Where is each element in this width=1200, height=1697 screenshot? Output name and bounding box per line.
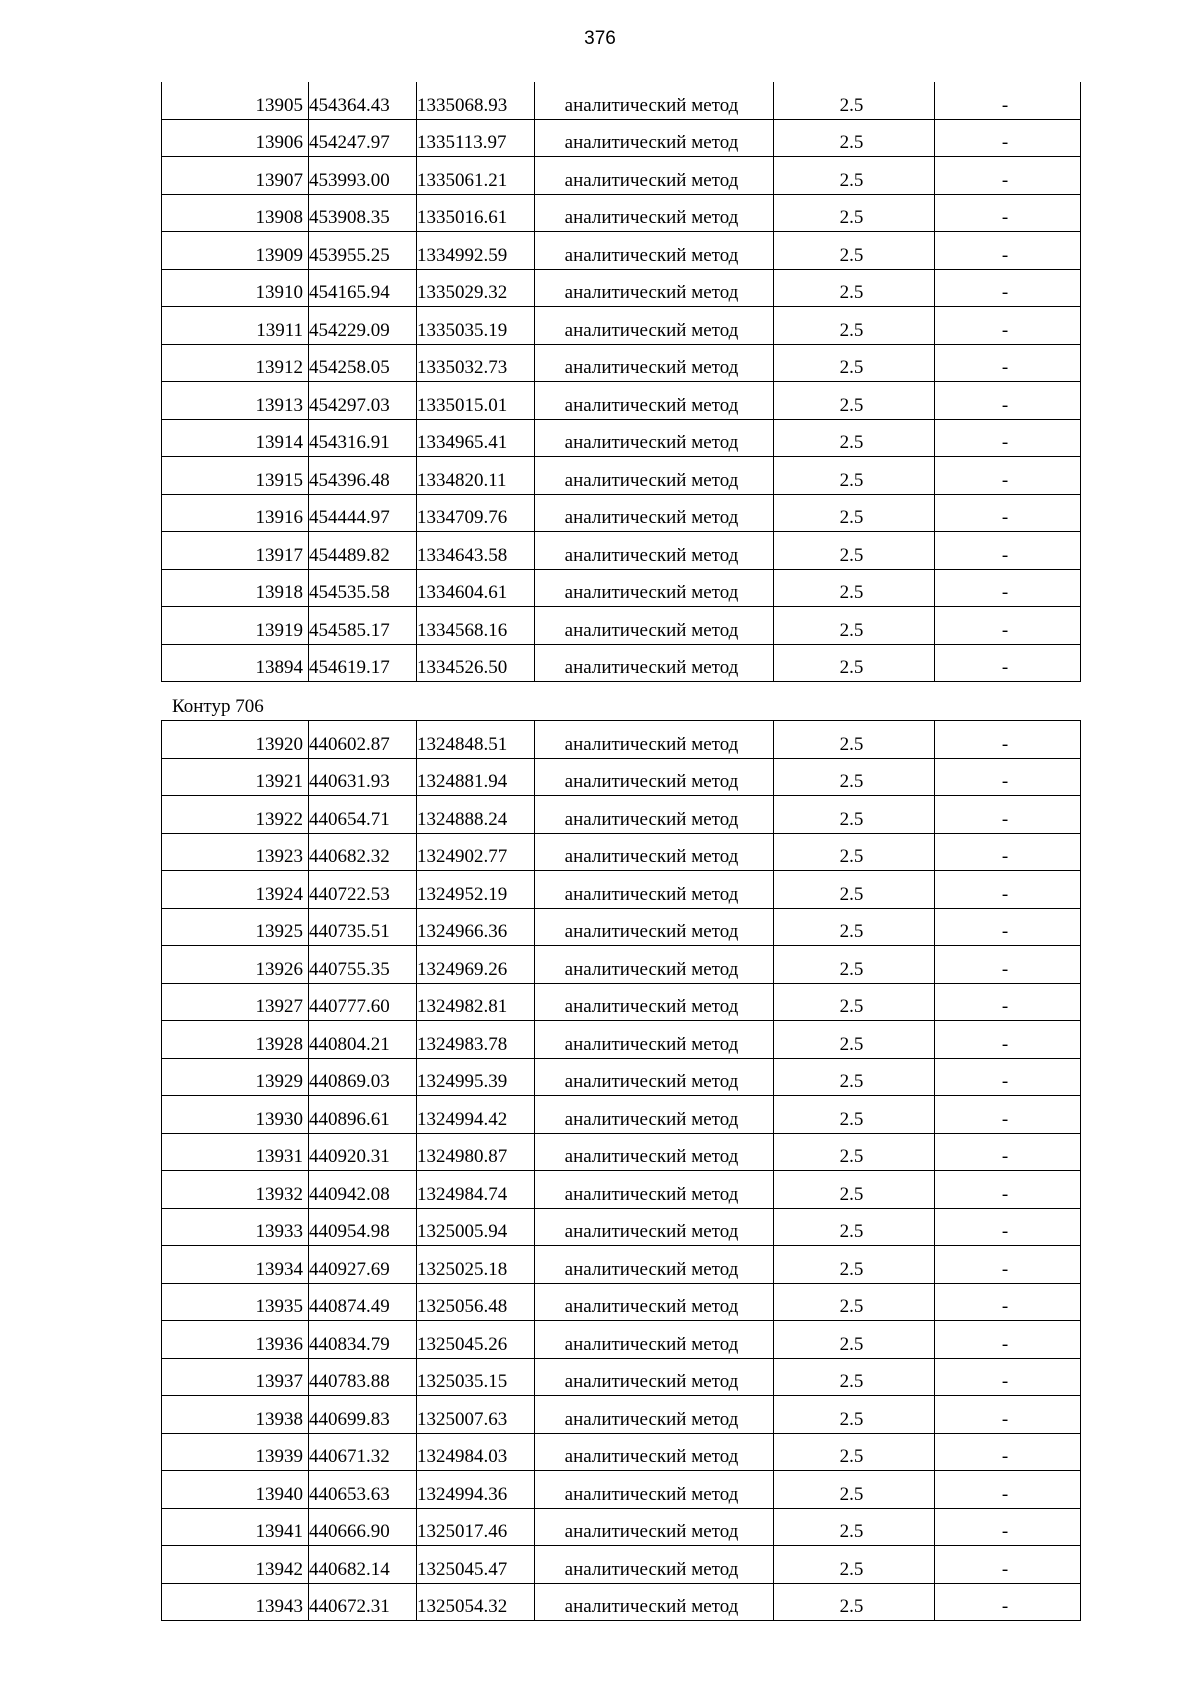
method-cell: аналитический метод [535,1508,774,1546]
point-number-cell: 13894 [162,644,309,682]
accuracy-cell: 2.5 [774,194,935,232]
description-cell: - [935,1583,1081,1621]
x-coordinate-cell: 440927.69 [309,1246,417,1284]
description-cell: - [935,908,1081,946]
point-number-cell: 13942 [162,1546,309,1584]
table-row [162,1358,1081,1396]
y-coordinate-cell: 1334604.61 [417,569,535,607]
method-cell: аналитический метод [535,1321,774,1359]
point-number-cell: 13915 [162,457,309,495]
description-cell: - [935,1246,1081,1284]
method-cell: аналитический метод [535,119,774,157]
method-cell: аналитический метод [535,1358,774,1396]
point-number-cell: 13938 [162,1396,309,1434]
description-cell: - [935,1471,1081,1509]
x-coordinate-cell: 453955.25 [309,232,417,270]
point-number-cell: 13940 [162,1471,309,1509]
accuracy-cell: 2.5 [774,1433,935,1471]
method-cell: аналитический метод [535,833,774,871]
method-cell: аналитический метод [535,721,774,759]
description-cell: - [935,569,1081,607]
table-row [162,344,1081,382]
method-cell: аналитический метод [535,157,774,195]
table-row [162,796,1081,834]
y-coordinate-cell: 1325017.46 [417,1508,535,1546]
accuracy-cell: 2.5 [774,644,935,682]
point-number-cell: 13909 [162,232,309,270]
accuracy-cell: 2.5 [774,908,935,946]
y-coordinate-cell: 1334643.58 [417,532,535,570]
page-number: 376 [584,28,616,49]
point-number-cell: 13922 [162,796,309,834]
point-number-cell: 13939 [162,1433,309,1471]
x-coordinate-cell: 440777.60 [309,983,417,1021]
table-row [162,871,1081,909]
description-cell: - [935,194,1081,232]
x-coordinate-cell: 454258.05 [309,344,417,382]
method-cell: аналитический метод [535,194,774,232]
coordinates-table-1 [161,82,1081,682]
table-row [162,946,1081,984]
accuracy-cell: 2.5 [774,871,935,909]
description-cell: - [935,419,1081,457]
accuracy-cell: 2.5 [774,457,935,495]
y-coordinate-cell: 1324902.77 [417,833,535,871]
point-number-cell: 13918 [162,569,309,607]
accuracy-cell: 2.5 [774,1283,935,1321]
description-cell: - [935,1283,1081,1321]
x-coordinate-cell: 454229.09 [309,307,417,345]
table-row [162,1021,1081,1059]
table-row [162,1246,1081,1284]
table-row [162,1583,1081,1621]
x-coordinate-cell: 454165.94 [309,269,417,307]
method-cell: аналитический метод [535,1546,774,1584]
x-coordinate-cell: 454535.58 [309,569,417,607]
accuracy-cell: 2.5 [774,946,935,984]
y-coordinate-cell: 1335035.19 [417,307,535,345]
contour-label: Контур 706 [172,696,264,717]
x-coordinate-cell: 440755.35 [309,946,417,984]
description-cell: - [935,494,1081,532]
y-coordinate-cell: 1324952.19 [417,871,535,909]
method-cell: аналитический метод [535,82,774,119]
x-coordinate-cell: 454247.97 [309,119,417,157]
method-cell: аналитический метод [535,1058,774,1096]
table-row [162,569,1081,607]
y-coordinate-cell: 1325025.18 [417,1246,535,1284]
table-row [162,1396,1081,1434]
y-coordinate-cell: 1335029.32 [417,269,535,307]
point-number-cell: 13929 [162,1058,309,1096]
x-coordinate-cell: 454364.43 [309,82,417,119]
accuracy-cell: 2.5 [774,119,935,157]
accuracy-cell: 2.5 [774,382,935,420]
y-coordinate-cell: 1325007.63 [417,1396,535,1434]
y-coordinate-cell: 1325045.26 [417,1321,535,1359]
point-number-cell: 13921 [162,758,309,796]
method-cell: аналитический метод [535,1246,774,1284]
method-cell: аналитический метод [535,1283,774,1321]
description-cell: - [935,607,1081,645]
table-row [162,1433,1081,1471]
x-coordinate-cell: 440869.03 [309,1058,417,1096]
point-number-cell: 13928 [162,1021,309,1059]
description-cell: - [935,457,1081,495]
description-cell: - [935,307,1081,345]
y-coordinate-cell: 1325035.15 [417,1358,535,1396]
method-cell: аналитический метод [535,1433,774,1471]
y-coordinate-cell: 1324995.39 [417,1058,535,1096]
accuracy-cell: 2.5 [774,494,935,532]
point-number-cell: 13907 [162,157,309,195]
x-coordinate-cell: 440942.08 [309,1171,417,1209]
accuracy-cell: 2.5 [774,1358,935,1396]
x-coordinate-cell: 440654.71 [309,796,417,834]
y-coordinate-cell: 1324984.74 [417,1171,535,1209]
description-cell: - [935,1433,1081,1471]
point-number-cell: 13931 [162,1133,309,1171]
accuracy-cell: 2.5 [774,833,935,871]
y-coordinate-cell: 1334820.11 [417,457,535,495]
point-number-cell: 13926 [162,946,309,984]
method-cell: аналитический метод [535,1583,774,1621]
table-row [162,269,1081,307]
description-cell: - [935,232,1081,270]
method-cell: аналитический метод [535,946,774,984]
accuracy-cell: 2.5 [774,1133,935,1171]
method-cell: аналитический метод [535,1171,774,1209]
point-number-cell: 13924 [162,871,309,909]
accuracy-cell: 2.5 [774,344,935,382]
y-coordinate-cell: 1335032.73 [417,344,535,382]
x-coordinate-cell: 454316.91 [309,419,417,457]
description-cell: - [935,871,1081,909]
point-number-cell: 13941 [162,1508,309,1546]
description-cell: - [935,1171,1081,1209]
table-row [162,419,1081,457]
description-cell: - [935,1321,1081,1359]
method-cell: аналитический метод [535,644,774,682]
accuracy-cell: 2.5 [774,269,935,307]
point-number-cell: 13933 [162,1208,309,1246]
table-row [162,908,1081,946]
method-cell: аналитический метод [535,269,774,307]
description-cell: - [935,758,1081,796]
description-cell: - [935,82,1081,119]
description-cell: - [935,796,1081,834]
y-coordinate-cell: 1324980.87 [417,1133,535,1171]
y-coordinate-cell: 1324994.36 [417,1471,535,1509]
x-coordinate-cell: 454396.48 [309,457,417,495]
table-row [162,382,1081,420]
x-coordinate-cell: 440783.88 [309,1358,417,1396]
x-coordinate-cell: 440735.51 [309,908,417,946]
accuracy-cell: 2.5 [774,307,935,345]
y-coordinate-cell: 1324982.81 [417,983,535,1021]
y-coordinate-cell: 1325045.47 [417,1546,535,1584]
x-coordinate-cell: 440954.98 [309,1208,417,1246]
point-number-cell: 13927 [162,983,309,1021]
point-number-cell: 13917 [162,532,309,570]
accuracy-cell: 2.5 [774,1546,935,1584]
description-cell: - [935,1508,1081,1546]
table-row [162,1096,1081,1134]
y-coordinate-cell: 1335016.61 [417,194,535,232]
description-cell: - [935,946,1081,984]
accuracy-cell: 2.5 [774,532,935,570]
description-cell: - [935,1096,1081,1134]
table-row [162,157,1081,195]
accuracy-cell: 2.5 [774,721,935,759]
x-coordinate-cell: 454585.17 [309,607,417,645]
accuracy-cell: 2.5 [774,1246,935,1284]
point-number-cell: 13910 [162,269,309,307]
table-row [162,1471,1081,1509]
method-cell: аналитический метод [535,1021,774,1059]
point-number-cell: 13943 [162,1583,309,1621]
x-coordinate-cell: 454619.17 [309,644,417,682]
description-cell: - [935,1058,1081,1096]
point-number-cell: 13911 [162,307,309,345]
accuracy-cell: 2.5 [774,1471,935,1509]
y-coordinate-cell: 1325005.94 [417,1208,535,1246]
y-coordinate-cell: 1324984.03 [417,1433,535,1471]
accuracy-cell: 2.5 [774,232,935,270]
y-coordinate-cell: 1334965.41 [417,419,535,457]
method-cell: аналитический метод [535,796,774,834]
table-row [162,1208,1081,1246]
table-row [162,758,1081,796]
method-cell: аналитический метод [535,307,774,345]
table-row [162,833,1081,871]
point-number-cell: 13914 [162,419,309,457]
method-cell: аналитический метод [535,419,774,457]
y-coordinate-cell: 1324983.78 [417,1021,535,1059]
method-cell: аналитический метод [535,1208,774,1246]
description-cell: - [935,1358,1081,1396]
point-number-cell: 13925 [162,908,309,946]
y-coordinate-cell: 1325054.32 [417,1583,535,1621]
x-coordinate-cell: 440682.32 [309,833,417,871]
method-cell: аналитический метод [535,532,774,570]
x-coordinate-cell: 454297.03 [309,382,417,420]
point-number-cell: 13937 [162,1358,309,1396]
description-cell: - [935,644,1081,682]
method-cell: аналитический метод [535,1096,774,1134]
y-coordinate-cell: 1335015.01 [417,382,535,420]
y-coordinate-cell: 1324994.42 [417,1096,535,1134]
method-cell: аналитический метод [535,344,774,382]
accuracy-cell: 2.5 [774,607,935,645]
table-row [162,532,1081,570]
point-number-cell: 13920 [162,721,309,759]
accuracy-cell: 2.5 [774,758,935,796]
method-cell: аналитический метод [535,232,774,270]
point-number-cell: 13905 [162,82,309,119]
accuracy-cell: 2.5 [774,1396,935,1434]
point-number-cell: 13934 [162,1246,309,1284]
x-coordinate-cell: 440682.14 [309,1546,417,1584]
point-number-cell: 13923 [162,833,309,871]
y-coordinate-cell: 1335068.93 [417,82,535,119]
y-coordinate-cell: 1324888.24 [417,796,535,834]
x-coordinate-cell: 440602.87 [309,721,417,759]
y-coordinate-cell: 1335061.21 [417,157,535,195]
point-number-cell: 13908 [162,194,309,232]
accuracy-cell: 2.5 [774,1321,935,1359]
x-coordinate-cell: 440834.79 [309,1321,417,1359]
accuracy-cell: 2.5 [774,1058,935,1096]
description-cell: - [935,721,1081,759]
x-coordinate-cell: 453908.35 [309,194,417,232]
x-coordinate-cell: 440699.83 [309,1396,417,1434]
y-coordinate-cell: 1324881.94 [417,758,535,796]
method-cell: аналитический метод [535,1471,774,1509]
method-cell: аналитический метод [535,494,774,532]
point-number-cell: 13912 [162,344,309,382]
point-number-cell: 13935 [162,1283,309,1321]
table-row [162,119,1081,157]
accuracy-cell: 2.5 [774,796,935,834]
x-coordinate-cell: 440722.53 [309,871,417,909]
description-cell: - [935,833,1081,871]
table-row [162,457,1081,495]
point-number-cell: 13913 [162,382,309,420]
method-cell: аналитический метод [535,1396,774,1434]
point-number-cell: 13919 [162,607,309,645]
table-row [162,1058,1081,1096]
x-coordinate-cell: 454489.82 [309,532,417,570]
description-cell: - [935,157,1081,195]
description-cell: - [935,119,1081,157]
description-cell: - [935,1396,1081,1434]
accuracy-cell: 2.5 [774,1021,935,1059]
description-cell: - [935,344,1081,382]
y-coordinate-cell: 1334992.59 [417,232,535,270]
point-number-cell: 13916 [162,494,309,532]
method-cell: аналитический метод [535,758,774,796]
method-cell: аналитический метод [535,871,774,909]
x-coordinate-cell: 440920.31 [309,1133,417,1171]
method-cell: аналитический метод [535,457,774,495]
table-row [162,983,1081,1021]
method-cell: аналитический метод [535,908,774,946]
x-coordinate-cell: 440653.63 [309,1471,417,1509]
description-cell: - [935,1208,1081,1246]
table-row [162,1321,1081,1359]
table-row [162,1283,1081,1321]
method-cell: аналитический метод [535,983,774,1021]
y-coordinate-cell: 1334709.76 [417,494,535,532]
x-coordinate-cell: 440896.61 [309,1096,417,1134]
coordinates-table-2 [161,720,1081,1621]
accuracy-cell: 2.5 [774,1096,935,1134]
description-cell: - [935,532,1081,570]
y-coordinate-cell: 1324969.26 [417,946,535,984]
point-number-cell: 13932 [162,1171,309,1209]
table-row [162,721,1081,759]
accuracy-cell: 2.5 [774,1208,935,1246]
method-cell: аналитический метод [535,382,774,420]
accuracy-cell: 2.5 [774,1583,935,1621]
x-coordinate-cell: 440874.49 [309,1283,417,1321]
y-coordinate-cell: 1324848.51 [417,721,535,759]
accuracy-cell: 2.5 [774,983,935,1021]
x-coordinate-cell: 440666.90 [309,1508,417,1546]
y-coordinate-cell: 1335113.97 [417,119,535,157]
method-cell: аналитический метод [535,607,774,645]
description-cell: - [935,1021,1081,1059]
x-coordinate-cell: 440804.21 [309,1021,417,1059]
accuracy-cell: 2.5 [774,1171,935,1209]
table-row [162,82,1081,119]
description-cell: - [935,382,1081,420]
table-row [162,1133,1081,1171]
accuracy-cell: 2.5 [774,569,935,607]
y-coordinate-cell: 1334568.16 [417,607,535,645]
table-row [162,307,1081,345]
point-number-cell: 13930 [162,1096,309,1134]
description-cell: - [935,1546,1081,1584]
table-row [162,1171,1081,1209]
method-cell: аналитический метод [535,1133,774,1171]
method-cell: аналитический метод [535,569,774,607]
table-row [162,494,1081,532]
table-row [162,607,1081,645]
accuracy-cell: 2.5 [774,82,935,119]
x-coordinate-cell: 440671.32 [309,1433,417,1471]
x-coordinate-cell: 453993.00 [309,157,417,195]
table-row [162,644,1081,682]
point-number-cell: 13906 [162,119,309,157]
description-cell: - [935,983,1081,1021]
y-coordinate-cell: 1325056.48 [417,1283,535,1321]
table-row [162,194,1081,232]
accuracy-cell: 2.5 [774,157,935,195]
x-coordinate-cell: 454444.97 [309,494,417,532]
x-coordinate-cell: 440672.31 [309,1583,417,1621]
accuracy-cell: 2.5 [774,1508,935,1546]
accuracy-cell: 2.5 [774,419,935,457]
table-row [162,1508,1081,1546]
y-coordinate-cell: 1324966.36 [417,908,535,946]
table-row [162,1546,1081,1584]
point-number-cell: 13936 [162,1321,309,1359]
description-cell: - [935,1133,1081,1171]
table-row [162,232,1081,270]
x-coordinate-cell: 440631.93 [309,758,417,796]
y-coordinate-cell: 1334526.50 [417,644,535,682]
description-cell: - [935,269,1081,307]
